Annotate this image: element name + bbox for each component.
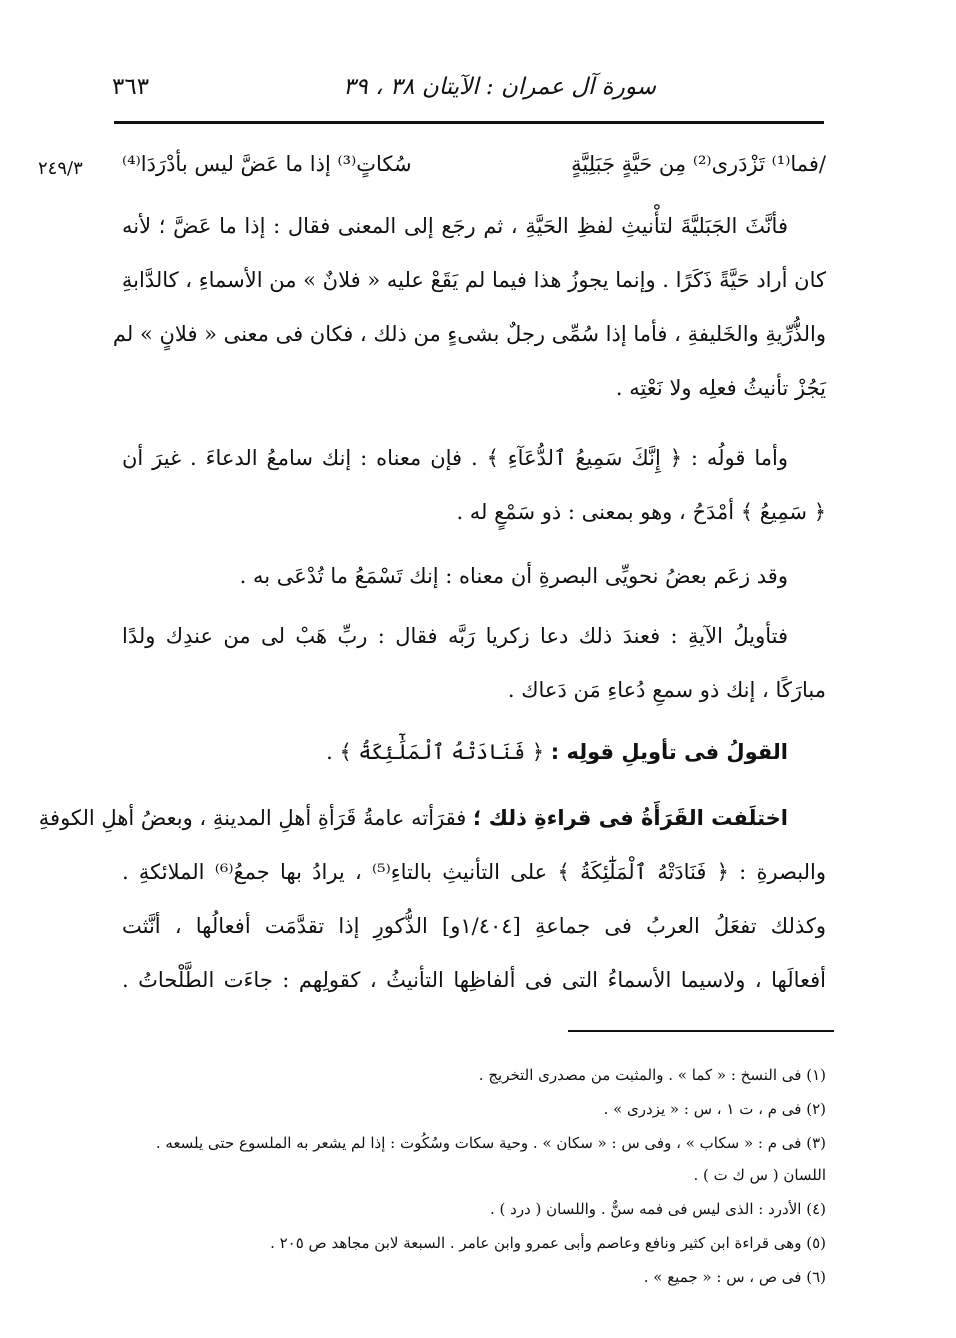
text-line: فتأويلُ الآيةِ : فعندَ ذلك دعا زكريا رَبَّه فقال : ربِّ هَبْ لى من عندِك ولدًا [122,624,788,648]
text-line: فأنَّثَ الجَبَليَّةَ لتأْنيثِ لفظِ الحَيَّةِ ، ثم رجَع إلى المعنى فقال : إذا ما عَضَّ ؛ لأنه [122,214,788,238]
verse-hemistich-first: /فما⁽¹⁾ تَزْدَرى⁽²⁾ مِن حَيَّةٍ جَبَلِيَّةٍ [571,152,826,176]
lead-rest: فقرَأته عامةُ قَرَأةِ أهلِ المدينةِ ، وبعضُ أهلِ الكوفةِ [38,806,473,830]
text-line: كان أراد حَيَّةً ذَكَرًا . وإنما يجوزُ هذا فيما لم يَقَعْ عليه « فلانٌ » من الأسماءِ ، كالدَّابةِ [121,268,826,292]
text-line: مبارَكًا ، إنك ذو سمعِ دُعاءِ مَن دَعاك . [507,678,826,702]
page-number: ٣٦٣ [112,74,150,100]
text-line: والبصرةِ : ﴿ فَنَادَتْهُ ٱلْمَلَٰٓئِكَةُ ﴾ على التأنيثِ بالتاءِ⁽⁵⁾ ، يرادُ بها جمعُ⁽⁶⁾ الملائكةِ . [122,860,826,884]
text-line [38,806,826,848]
text-line: أفعالَها ، ولاسيما الأسماءُ التى فى ألفاظِها التأنيثُ ، كقولِهم : جاءَت الطَّلْحاتُ . [122,968,826,992]
footnote-3-continued: اللسان ( س ك ت ) . [693,1166,826,1184]
heading-line [122,740,826,782]
heading-quote: ﴿ فَنَادَتْهُ ٱلْمَلَٰٓئِكَةُ ﴾ . [326,740,551,764]
poetry-verse [122,152,826,192]
verse-hemistich-second: سُكاتٍ⁽³⁾ إذا ما عَضَّ ليس بأدْرَدَا⁽⁴⁾ [122,152,412,176]
text-line: يَجُزْ تأنيثُ فعلِه ولا نَعْتِه . [615,376,826,400]
footnote-1: (١) فى النسخ : « كما » . والمثبت من مصدرى التخريج . [478,1066,826,1084]
text-line: وكذلك تفعَلُ العربُ فى جماعةِ [١/٤٠٤و] الذُّكورِ إذا تقدَّمَت أفعالُها ، أنَّثت [122,914,826,938]
lead-bold: اختلَفت القَرَأَةُ فى قراءةِ ذلك ؛ [473,806,788,830]
header-rule [114,121,824,124]
margin-reference: ٢٤٩/٣ [38,158,83,179]
footnote-4: (٤) الأدرد : الذى ليس فى فمه سنٌّ . واللسان ( درد ) . [489,1200,826,1218]
running-header-title: سورة آل عمران : الآيتان ٣٨ ، ٣٩ [343,74,656,100]
heading-bold: القولُ فى تأويلِ قولِه : [550,740,788,764]
text-line: والذُّرِّيةِ والخَليفةِ ، فأما إذا سُمِّى رجلٌ بشىءٍ من ذلك ، فكان فى معنى « فلانٍ » لم [112,322,826,346]
footnote-2: (٢) فى م ، ت ١ ، س : « يزدرى » . [603,1100,826,1118]
text-line: وأما قولُه : ﴿ إِنَّكَ سَمِيعُ ٱلدُّعَآءِ ﴾ . فإن معناه : إنك سامعُ الدعاءَ . غيرَ أن [122,446,788,470]
text-line: وقد زعَم بعضُ نحويِّى البصرةِ أن معناه : إنك تَسْمَعُ ما تُدْعَى به . [239,564,788,588]
text-line: ﴿ سَمِيعُ ﴾ أمْدَحُ ، وهو بمعنى : ذو سَمْعٍ له . [456,500,826,524]
footnote-6: (٦) فى ص ، س : « جميع » . [643,1268,826,1286]
footnote-5: (٥) وهى قراءة ابن كثير ونافع وعاصم وأبى عمرو وابن عامر . السبعة لابن مجاهد ص ٢٠٥ . [270,1234,826,1252]
footnote-3: (٣) فى م : « سكاب » ، وفى س : « سكان » . وحية سكات وسُكُوت : إذا لم يشعر به الملسوع حتى يلسعه . [155,1134,826,1152]
